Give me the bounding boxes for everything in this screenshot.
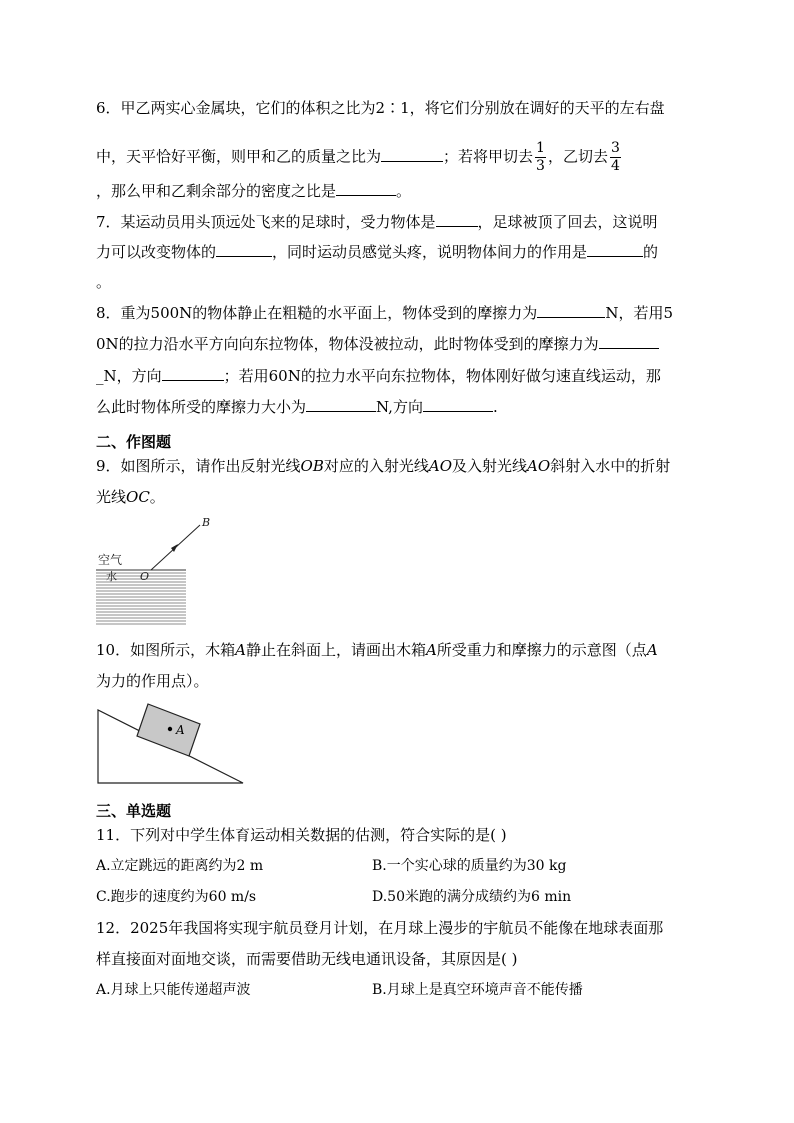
q11-option-a[interactable]: A.立定跳远的距离约为2 m xyxy=(96,858,264,874)
q7-line1: 7．某运动员用头顶远处飞来的足球时，受力物体是 ，足球被顶了回去，这说明 xyxy=(96,213,658,231)
q6-fraction-three-quarters: $\frac{3}{4}$ xyxy=(610,140,620,174)
q10-line1: 10．如图所示，木箱A静止在斜面上，请画出木箱A所受重力和摩擦力的示意图（点A xyxy=(96,641,658,659)
q7-blank-1[interactable] xyxy=(436,212,478,227)
q8-blank-2[interactable] xyxy=(599,334,659,349)
q8-line2: 0N的拉力沿水平方向向东拉物体，物体没被拉动，此时物体受到的摩擦力为 xyxy=(96,334,659,354)
point-a-dot xyxy=(168,727,172,731)
q6-blank-2[interactable] xyxy=(336,181,396,196)
section-heading-drawing: 二、作图题 xyxy=(96,433,172,451)
q7-line3: 。 xyxy=(96,273,112,291)
q6-blank-1[interactable] xyxy=(381,147,443,162)
q7-blank-2[interactable] xyxy=(216,242,272,257)
label-air: 空气 xyxy=(98,553,123,567)
q8-blank-3[interactable] xyxy=(162,366,224,381)
q8-blank-5[interactable] xyxy=(423,397,493,412)
q7-line2: 力可以改变物体的 ，同时运动员感觉头疼，说明物体间力的作用是 的 xyxy=(96,243,659,261)
q9-line2: 光线OC。 xyxy=(96,488,165,506)
label-water: 水 xyxy=(106,570,117,583)
q8-line4: 么此时物体所受的摩擦力大小为 N,方向 . xyxy=(96,398,498,416)
q8-blank-1[interactable] xyxy=(537,303,605,318)
q8-line3: _N，方向 ；若用60N的拉力水平向东拉物体，物体刚好做匀速直线运动，那 xyxy=(96,367,661,385)
label-point-b: B xyxy=(202,516,211,529)
q11-option-b[interactable]: B.一个实心球的质量约为30 kg xyxy=(372,858,567,874)
label-point-a: A xyxy=(176,723,185,737)
q8-blank-4[interactable] xyxy=(306,397,376,412)
q7-blank-3[interactable] xyxy=(587,242,643,257)
q10-figure-incline[interactable] xyxy=(96,700,246,786)
q6-line1: 6．甲乙两实心金属块，它们的体积之比为2∶1，将它们分别放在调好的天平的左右盘 xyxy=(96,99,665,117)
q11-option-c[interactable]: C.跑步的速度约为60 m/s xyxy=(96,889,257,905)
q11-option-d[interactable]: D.50米跑的满分成绩约为6 min xyxy=(372,889,572,905)
q9-figure-reflection[interactable] xyxy=(96,514,221,626)
q12-line1: 12．2025年我国将实现宇航员登月计划，在月球上漫步的宇航员不能像在地球表面那 xyxy=(96,919,664,937)
q6-line3: ，那么甲和乙剩余部分的密度之比是 。 xyxy=(96,182,412,200)
label-point-o: O xyxy=(140,570,150,583)
q6-fraction-one-third: $\frac{1}{3}$ xyxy=(536,140,545,174)
q12-line2: 样直接面对面地交谈，而需要借助无线电通讯设备，其原因是( ) xyxy=(96,950,518,968)
q12-option-b[interactable]: B.月球上是真空环境声音不能传播 xyxy=(372,982,583,998)
section-heading-single-choice: 三、单选题 xyxy=(96,802,172,820)
q8-line1: 8．重为500N的物体静止在粗糙的水平面上，物体受到的摩擦力为 N，若用5 xyxy=(96,304,673,322)
q10-line2: 为力的作用点）。 xyxy=(96,672,209,690)
q12-option-a[interactable]: A.月球上只能传递超声波 xyxy=(96,982,251,998)
q9-line1: 9．如图所示，请作出反射光线OB对应的入射光线AO及入射光线AO斜射入水中的折射 xyxy=(96,457,671,475)
q6-line2: 中，天平恰好平衡，则甲和乙的质量之比为 ；若将甲切去 $\frac{1}{3}$ ，乙切去 $\frac{3}{4}$ xyxy=(96,140,620,174)
q11-stem: 11．下列对中学生体育运动相关数据的估测，符合实际的是( ) xyxy=(96,826,507,844)
